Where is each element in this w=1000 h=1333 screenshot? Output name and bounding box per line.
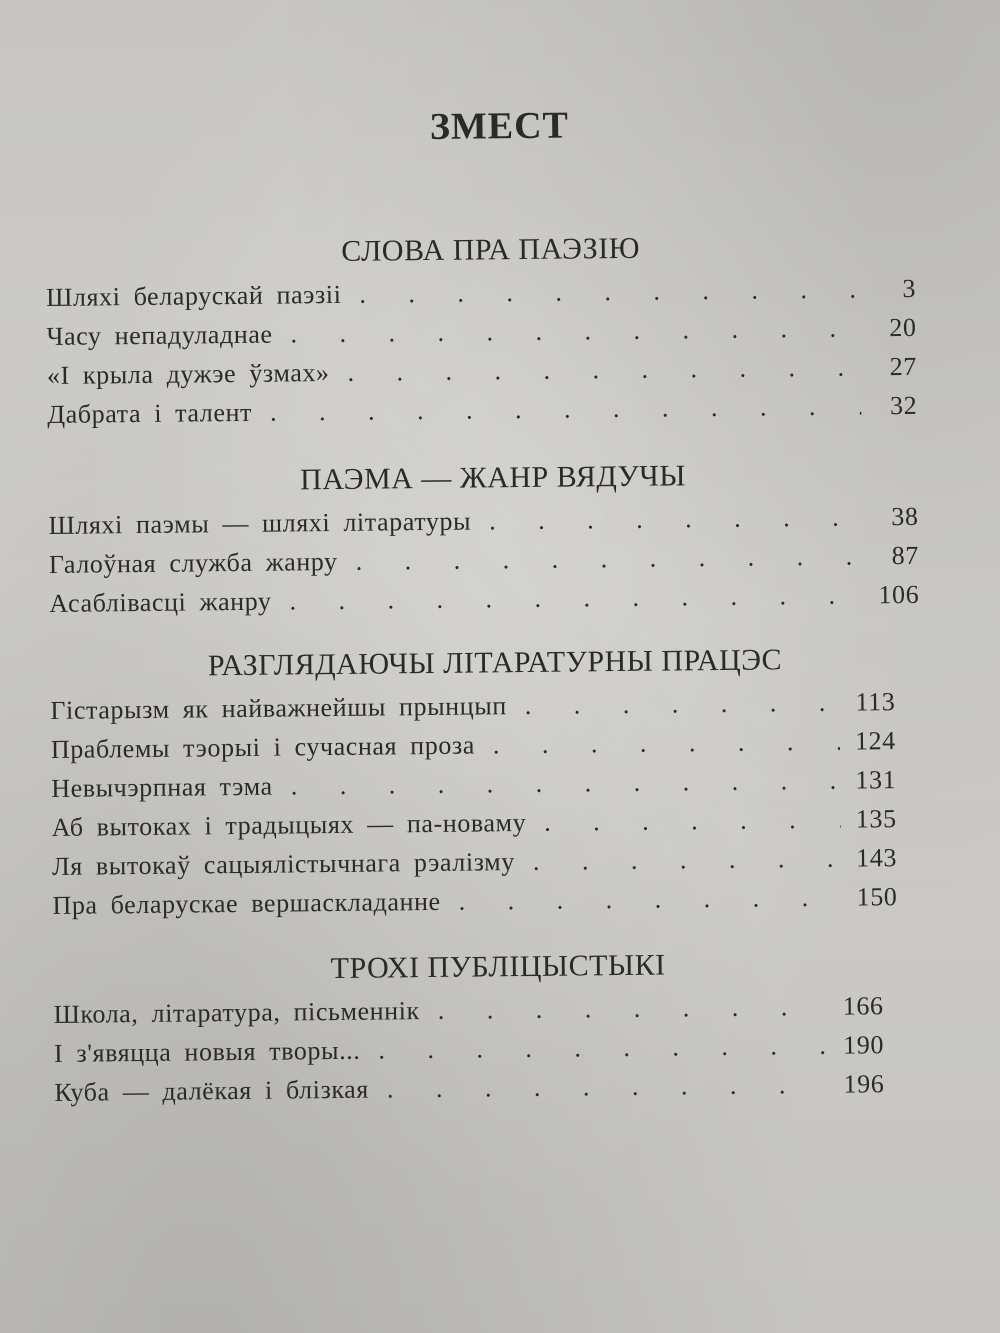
entry-page: 32 [889, 390, 918, 421]
toc-section [45, 229, 917, 434]
dot-leader [493, 722, 840, 765]
entry-page: 150 [856, 882, 898, 912]
entry-page: 143 [856, 843, 898, 873]
entry-page: 124 [854, 726, 896, 756]
entry-title: Шляхі беларускай паэзіі [45, 279, 342, 312]
toc-entry [47, 386, 917, 434]
entry-title: Куба — далёкая і блізкая [54, 1074, 370, 1107]
entry-title: Гістарызм як найважнейшы прынцып [50, 691, 507, 725]
entry-title: Дабрата і талент [47, 397, 253, 429]
entry-title: Праблемы тэорыі і сучасная проза [50, 730, 476, 764]
section-heading: РАЗГЛЯДАЮЧЫ ЛІТАРАТУРНЫ ПРАЦЭС [207, 643, 783, 683]
section-heading: ПАЭМА — ЖАНР ВЯДУЧЫ [299, 459, 687, 497]
dot-leader [290, 308, 860, 353]
dot-leader [438, 987, 828, 1030]
section-heading: СЛОВА ПРА ПАЭЗІЮ [341, 231, 641, 268]
toc-entry [49, 575, 919, 623]
entry-page: 196 [843, 1069, 885, 1099]
entry-title: Асаблівасці жанру [49, 586, 272, 618]
entry-title: Часу непадуладнае [46, 319, 273, 351]
entry-page: 131 [855, 765, 897, 795]
entry-page: 190 [843, 1030, 885, 1060]
dot-leader [270, 386, 862, 431]
section-heading: ТРОХІ ПУБЛІЦЫСТЫКІ [330, 948, 666, 986]
toc-section [48, 457, 920, 623]
entry-page: 166 [842, 991, 884, 1021]
entry-page: 106 [878, 579, 920, 610]
entry-title: Аб вытоках і традыцыях — па-новаму [51, 807, 527, 842]
entry-title: І з'явяцца новыя творы... [53, 1035, 361, 1068]
dot-leader [347, 347, 861, 391]
entry-title: Пра беларускае вершаскладанне [52, 886, 441, 920]
dot-leader [458, 878, 841, 921]
toc-section [53, 946, 925, 1112]
entry-page: 20 [889, 312, 917, 343]
dot-leader [289, 575, 863, 620]
dot-leader [378, 1026, 828, 1070]
dot-leader [525, 683, 840, 725]
entry-page: 135 [855, 804, 897, 834]
toc-entry [52, 877, 897, 925]
toc-entry [54, 1064, 884, 1112]
toc-section [50, 642, 923, 925]
dot-leader [489, 497, 863, 540]
table-of-contents [44, 86, 925, 1112]
entry-title: Галоўная служба жанру [48, 546, 338, 579]
entry-title: Ля вытокаў сацыялістычнага рэалізму [51, 847, 516, 881]
dot-leader [291, 761, 841, 806]
entry-page: 27 [889, 351, 918, 382]
dot-leader [359, 269, 860, 313]
page-title: ЗМЕСТ [429, 104, 570, 148]
dot-leader [533, 839, 842, 881]
entry-page: 113 [855, 687, 896, 717]
dot-leader [355, 536, 863, 580]
entry-title: Школа, літаратура, пісьменнік [53, 996, 420, 1029]
entry-page: 3 [902, 273, 917, 304]
dot-leader [387, 1065, 829, 1109]
entry-title: Шляхі паэмы — шляхі літаратуры [48, 506, 472, 540]
entry-title: Невычэрпная тэма [51, 771, 273, 803]
dot-leader [544, 800, 841, 842]
entry-title: «І крыла дужэе ўзмах» [46, 358, 330, 390]
entry-page: 87 [891, 540, 920, 571]
entry-page: 38 [891, 501, 919, 532]
